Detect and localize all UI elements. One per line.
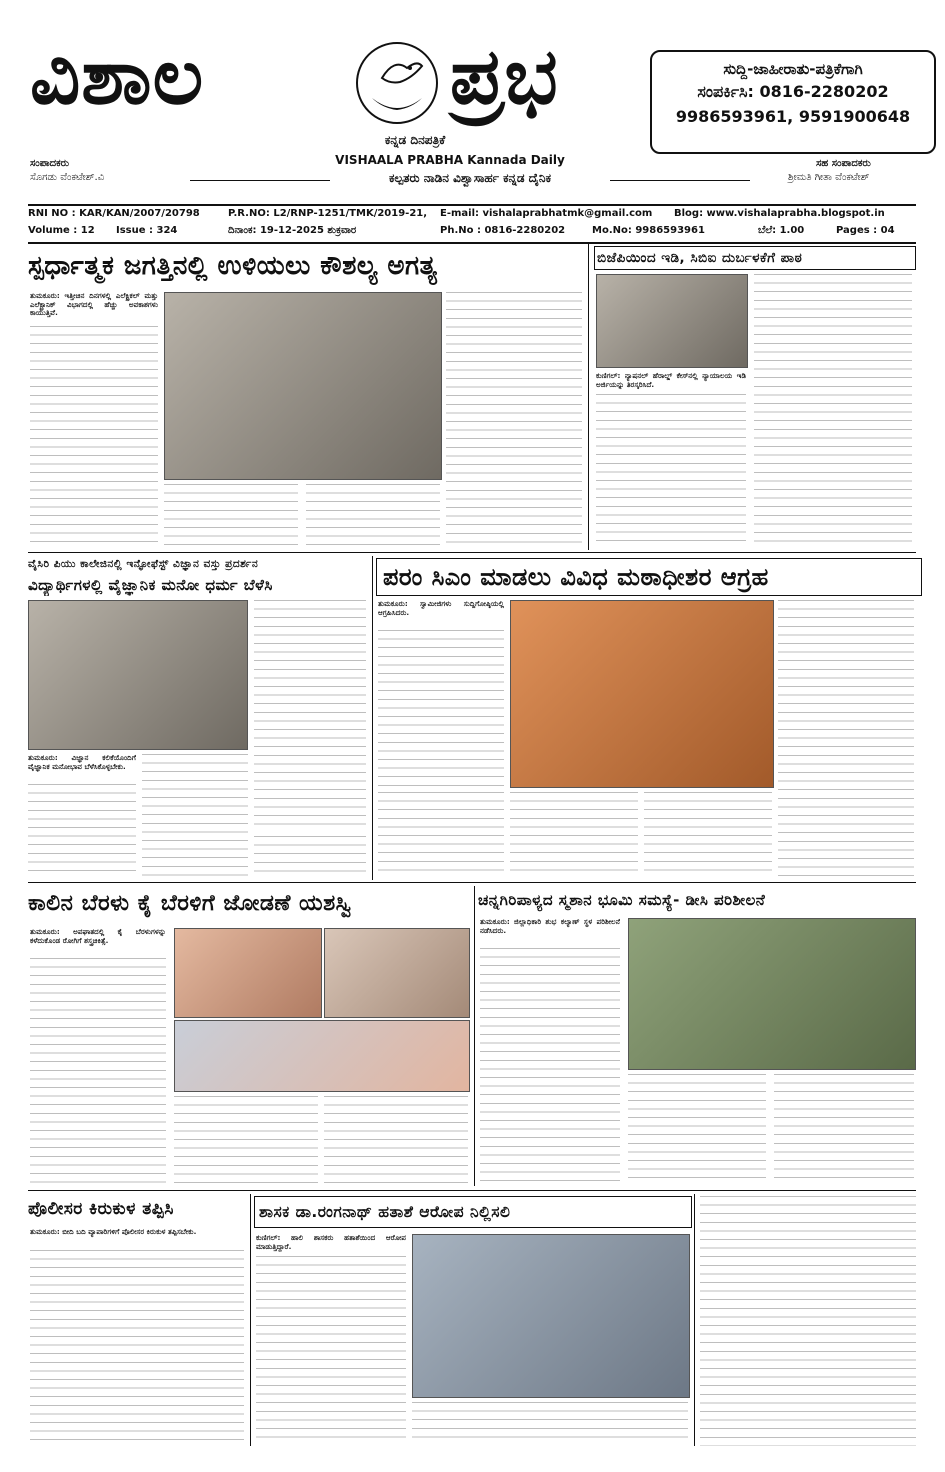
article-finger-surgery [28, 886, 468, 1186]
column-divider [474, 886, 475, 1186]
text-column [254, 836, 366, 878]
column-divider [588, 244, 589, 550]
lead-paragraph: ತುಮಕೂರು: ಇತ್ತೀಚಿನ ದಿನಗಳಲ್ಲಿ ಎಲೆಕ್ಟ್ರಿಕಲ್ ಮತ್ತು ಎಲೆಕ್ಟ್ರಾನಿಕ್ ವಿಭಾಗದಲ್ಲಿ ಹೆಚ್ಚು ಅವಕಾಶಗಳು ಕಾಯುತ್ತಿವೆ. [30, 292, 158, 318]
tagline: ಕಲ್ಪತರು ನಾಡಿನ ವಿಶ್ವಾಸಾರ್ಹ ಕನ್ನಡ ದೈನಿಕ [330, 171, 610, 186]
lead-paragraph: ತುಮಕೂರು: ವಿಜ್ಞಾನ ಕಲಿಕೆಯೊಂದಿಗೆ ವೈಜ್ಞಾನಿಕ ಮನೋಭಾವ ಬೆಳೆಸಿಕೊಳ್ಳಬೇಕು. [28, 754, 136, 771]
text-column [28, 784, 136, 878]
text-column [596, 394, 746, 548]
contact-box [650, 50, 936, 154]
lead-paragraph: ತುಮಕೂರು: ಸ್ವಾಮೀಜಿಗಳು ಸುದ್ದಿಗೋಷ್ಠಿಯಲ್ಲಿ ಆಗ್ರಹಿಸಿದರು. [378, 600, 504, 617]
text-column [378, 630, 504, 786]
pr-number: P.R.NO: L2/RNP-1251/TMK/2019-21, [228, 208, 428, 219]
subtitle-english: VISHAALA PRABHA Kannada Daily [335, 153, 565, 167]
text-column [700, 1196, 916, 1446]
masthead-title-left: ವಿಶಾಲ [30, 31, 205, 122]
rni-number: RNI NO : KAR/KAN/2007/20798 [28, 208, 200, 219]
text-column [774, 1074, 914, 1184]
co-editor-label: ಸಹ ಸಂಪಾದಕರು [816, 158, 871, 169]
news-photo [596, 274, 748, 368]
price: ಬೆಲೆ: 1.00 [758, 225, 805, 236]
surgery-photo-hand [174, 928, 322, 1018]
text-column [412, 1402, 688, 1442]
dove-emblem-icon [352, 38, 442, 128]
news-photo [412, 1234, 690, 1398]
masthead [0, 0, 945, 200]
news-photo [164, 292, 442, 480]
contact-line-3: 9986593961, 9591900648 [675, 107, 911, 126]
text-column [164, 484, 298, 548]
subtitle-kannada: ಕನ್ನಡ ದಿನಪತ್ರಿಕೆ [384, 133, 446, 147]
headline: ಬಿಜೆಪಿಯಿಂದ ಇಡಿ, ಸಿಬಿಐ ದುರ್ಬಳಕೆಗೆ ಪಾಠ [594, 246, 916, 270]
text-column [30, 326, 158, 548]
text-column [306, 484, 440, 548]
contact-line-2: ಸಂಪರ್ಕಿಸಿ: 0816-2280202 [697, 82, 889, 101]
headline: ಕಾಲಿನ ಬೆರಳು ಕೈ ಬೆರಳಿಗೆ ಜೋಡಣೆ ಯಶಸ್ವಿ [28, 891, 352, 916]
headline: ಪರಂ ಸಿಎಂ ಮಾಡಲು ವಿವಿಧ ಮಠಾಧೀಶರ ಆಗ್ರಹ [376, 558, 922, 596]
surgery-photo-finger [174, 1020, 470, 1092]
news-photo [28, 600, 248, 750]
headline: ವೈಸಿರಿ ಪಿಯು ಕಾಲೇಜಿನಲ್ಲಿ ಇನ್ಫೋಫೆಸ್ಟ್ ವಿಜ್ಞಾನ ವಸ್ತು ಪ್ರದರ್ಶನ [28, 558, 259, 570]
article-cemetery [478, 886, 916, 1186]
info-bar [28, 204, 916, 244]
section-divider [28, 882, 916, 883]
pages: Pages : 04 [836, 225, 895, 236]
section-divider [28, 552, 916, 553]
blog: Blog: www.vishalaprabha.blogspot.in [674, 208, 885, 219]
lead-paragraph: ತುಮಕೂರು: ಜಿಲ್ಲಾಧಿಕಾರಿ ಶುಭ ಕಲ್ಯಾಣ್ ಸ್ಥಳ ಪರಿಶೀಲನೆ ನಡೆಸಿದರು. [480, 918, 620, 935]
issue: Issue : 324 [116, 225, 178, 236]
lead-paragraph: ಕುಣಿಗಲ್: ಹಾಲಿ ಶಾಸಕರು ಹತಾಶೆಯಿಂದ ಆರೋಪ ಮಾಡುತ್ತಿದ್ದಾರೆ. [256, 1234, 406, 1251]
text-column [378, 792, 504, 878]
headline: ಶಾಸಕ ಡಾ.ರಂಗನಾಥ್ ಹತಾಶೆ ಆರೋಪ ನಿಲ್ಲಿಸಲಿ [254, 1196, 692, 1228]
text-column [754, 274, 912, 548]
text-column [324, 1096, 468, 1184]
editor-label: ಸಂಪಾದಕರು [30, 158, 70, 169]
text-column [628, 1074, 766, 1184]
headline: ಪೊಲೀಸರ ಕಿರುಕುಳ ತಪ್ಪಿಸಿ [28, 1199, 174, 1219]
phone: Ph.No : 0816-2280202 [440, 225, 566, 236]
text-column [510, 792, 638, 878]
surgery-photo-foot [324, 928, 470, 1018]
news-photo [510, 600, 774, 788]
lead-paragraph: ಕುಣಿಗಲ್: ನ್ಯಾಷನಲ್ ಹೆರಾಲ್ಡ್ ಕೇಸ್‌ನಲ್ಲಿ ನ್ಯಾಯಾಲಯ ಇಡಿ ಅರ್ಜಿಯನ್ನು ತಿರಸ್ಕರಿಸಿದೆ. [596, 372, 746, 389]
column-divider [372, 556, 373, 880]
news-photo [628, 918, 916, 1070]
column-divider [694, 1194, 695, 1446]
text-column [256, 1256, 406, 1442]
article-police [28, 1194, 246, 1446]
text-column [30, 1250, 244, 1444]
volume: Volume : 12 [28, 225, 95, 236]
contact-line-1: ಸುದ್ದಿ-ಜಾಹೀರಾತು-ಪತ್ರಿಕೆಗಾಗಿ [723, 60, 863, 78]
article-science-expo [28, 556, 368, 880]
article-param-cm [376, 556, 916, 880]
section-divider [28, 1190, 916, 1191]
column-divider [250, 1194, 251, 1446]
text-column [446, 292, 582, 548]
co-editor-name: ಶ್ರೀಮತಿ ಗೀತಾ ವೆಂಕಟೇಶ್ [788, 172, 870, 183]
masthead-title-right: ಪ್ರಭ [450, 31, 559, 122]
text-column [778, 600, 914, 878]
email: E-mail: vishalaprabhatmk@gmail.com [440, 208, 653, 219]
article-bjp [594, 246, 916, 550]
issue-date: ದಿನಾಂಕ: 19-12-2025 ಶುಕ್ರವಾರ [228, 225, 357, 236]
text-column [254, 600, 366, 832]
text-column [30, 958, 166, 1184]
subheadline: ವಿದ್ಯಾರ್ಥಿಗಳಲ್ಲಿ ವೈಜ್ಞಾನಿಕ ಮನೋ ಧರ್ಮ ಬೆಳೆಸಿ [28, 576, 273, 594]
text-column [644, 792, 772, 878]
mobile: Mo.No: 9986593961 [592, 225, 705, 236]
headline: ಸ್ಪರ್ಧಾತ್ಮಕ ಜಗತ್ತಿನಲ್ಲಿ ಉಳಿಯಲು ಕೌಶಲ್ಯ ಅಗತ್ಯ [28, 251, 438, 281]
article-skill [28, 246, 583, 550]
text-column [480, 948, 620, 1184]
text-column [142, 754, 248, 878]
lead-paragraph: ತುಮಕೂರು: ಅಪಘಾತದಲ್ಲಿ ಕೈ ಬೆರಳುಗಳನ್ನು ಕಳೆದುಕೊಂಡ ರೋಗಿಗೆ ಶಸ್ತ್ರಚಿಕಿತ್ಸೆ. [30, 928, 166, 945]
lead-paragraph: ತುಮಕೂರು: ಬೀದಿ ಬದಿ ವ್ಯಾಪಾರಿಗಳಿಗೆ ಪೊಲೀಸರ ಕಿರುಕುಳ ತಪ್ಪಿಸಬೇಕು. [30, 1228, 197, 1236]
article-mla-rangnath [254, 1194, 690, 1446]
text-column [174, 1096, 318, 1184]
editor-name: ಸೊಗಡು ವೆಂಕಟೇಶ್.ವಿ [30, 172, 105, 183]
headline: ಚನ್ನಗಿರಿಪಾಳ್ಯದ ಸ್ಮಶಾನ ಭೂಮಿ ಸಮಸ್ಯೆ- ಡೀಸಿ ಪರಿಶೀಲನೆ [478, 891, 766, 909]
